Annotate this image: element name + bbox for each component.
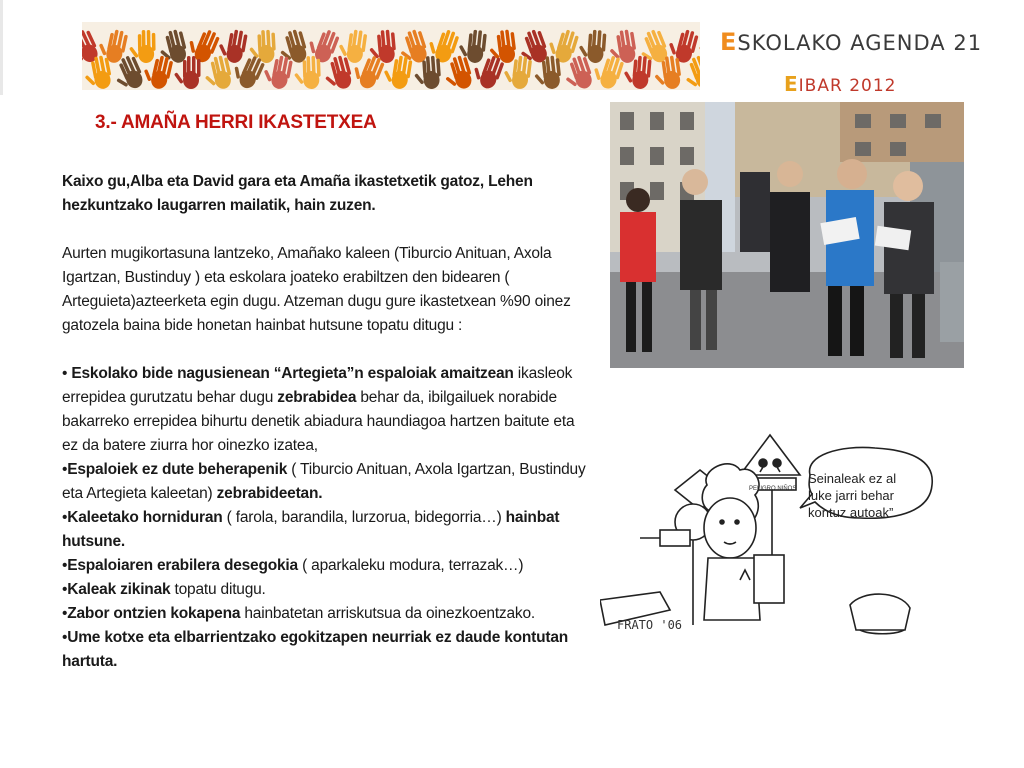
list-item: • Eskolako bide nagusienean “Artegieta”n espaloiak amaitzean ikasleok errepidea gurutzatu behar dugu zebrabidea behar da, ibilgailuek norabide bakarreko errepidea bihurtu denetik abiadura haundiagoa hartzen baitute eta ez da batere ziurra hor oinezko izatea, <box>62 365 575 454</box>
list-item: •Kaleak zikinak topatu ditugu. <box>62 581 266 598</box>
list-item: •Zabor ontzien kokapena hainbatetan arriskutsua da oinezkoentzako. <box>62 605 535 622</box>
intro-paragraph: Kaixo gu,Alba eta David gara eta Amaña ikastetxetik gatoz, Lehen hezkuntzako laugarren mailatik, hain zuzen. <box>62 173 533 214</box>
main-text <box>62 170 587 674</box>
cartoon-boy-signs <box>600 430 940 645</box>
signature: FRATO '06 <box>617 618 683 632</box>
body-paragraph: Aurten mugikortasuna lantzeko, Amañako kaleen (Tiburcio Anituan, Axola Igartzan, Bustinduy ) eta eskolara joateko erabiltzen den bidearen ( Arteguieta)azteerketa egin dugu. Atzeman dugu gure ikastetxean %90 oinez gatozela baina bide honetan hainbat hutsune topatu ditugu : <box>62 245 571 334</box>
page-title: 3.- AMAÑA HERRI IKASTETXEA <box>95 112 377 133</box>
brand-subtitle: EIBAR 2012 <box>784 72 897 96</box>
sign-label: PELIGRO NIÑOS <box>749 486 797 492</box>
speech-bubble: Seinaleak ez al luke jarri behar kontuz autoak” <box>808 471 897 520</box>
list-item: •Ume kotxe eta elbarrientzako egokitzapen neurriak ez daude kontutan hartuta. <box>62 629 569 670</box>
list-item: •Espaloiaren erabilera desegokia ( aparkaleku modura, terrazak…) <box>62 557 524 574</box>
brand-logo <box>720 28 1020 96</box>
page-edge-line <box>0 0 3 95</box>
list-item: •Kaleetako horniduran ( farola, barandila, lurzorua, bidegorria…) hainbat hutsune. <box>62 509 560 550</box>
hands-banner-icon <box>82 22 700 90</box>
brand-title: ESKOLAKO AGENDA 21 <box>720 28 983 56</box>
photo-children-street <box>610 102 964 368</box>
list-item: •Espaloiek ez dute beherapenik ( Tiburcio Anituan, Axola Igartzan, Bustinduy eta Artegieta kaleetan) zebrabideetan. <box>62 461 586 502</box>
